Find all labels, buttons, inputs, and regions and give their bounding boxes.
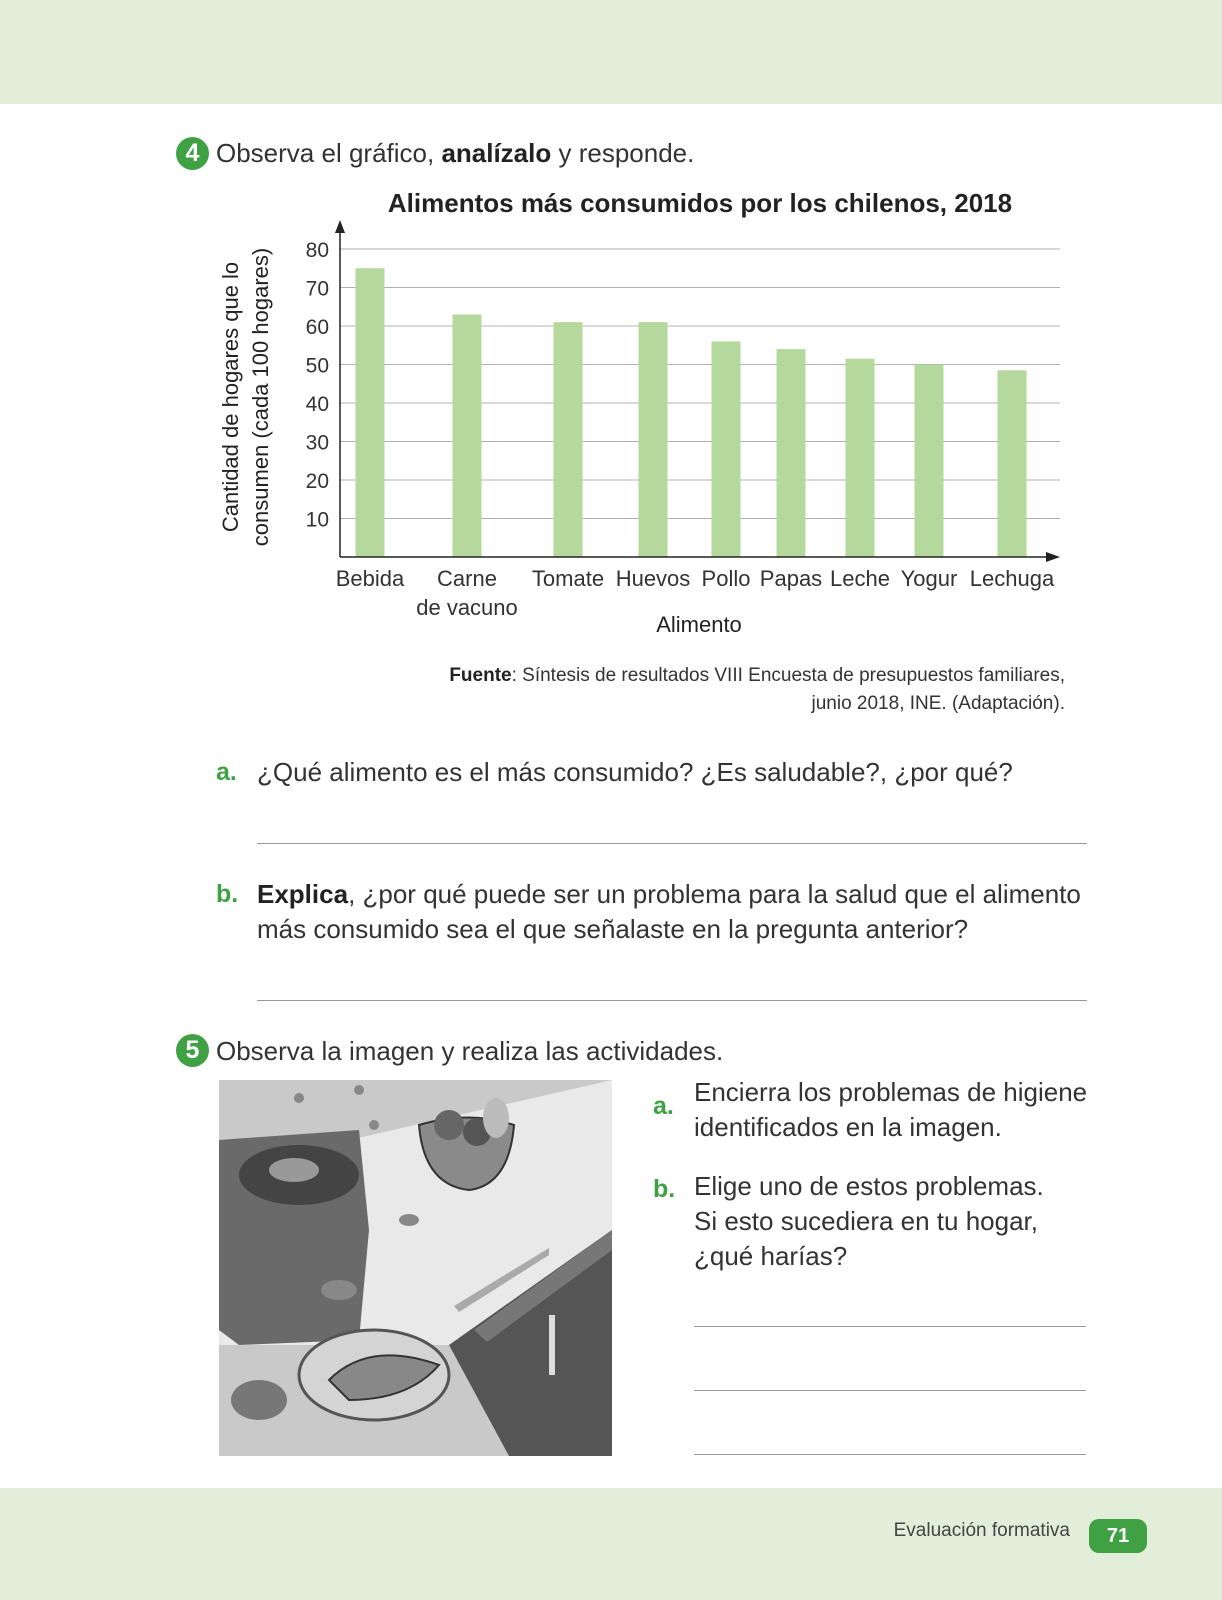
x-tick-label: Pollo bbox=[701, 566, 751, 591]
y-tick-label: 20 bbox=[305, 470, 329, 493]
page-number: 71 bbox=[1089, 1519, 1147, 1553]
x-tick-label: Leche bbox=[830, 566, 890, 591]
y-axis-title-line2: consumen (cada 100 hogares) bbox=[248, 247, 273, 547]
y-tick-label: 10 bbox=[305, 508, 329, 532]
y-tick-labels bbox=[306, 239, 329, 532]
item-letter: b. bbox=[216, 880, 239, 908]
bar-chart bbox=[0, 0, 1222, 660]
bar bbox=[356, 268, 385, 557]
bar bbox=[998, 370, 1027, 557]
bar bbox=[915, 365, 944, 558]
y-tick-label: 30 bbox=[305, 431, 329, 455]
answer-line[interactable] bbox=[694, 1390, 1086, 1391]
x-tick-label: Yogur bbox=[900, 566, 958, 591]
y-axis-title-line1: Cantidad de hogares que lo bbox=[218, 261, 243, 533]
y-tick-label: 80 bbox=[305, 239, 329, 262]
question-5b-text: Elige uno de estos problemas. Si esto sucediera en tu hogar, ¿qué harías? bbox=[694, 1171, 1044, 1271]
chart-axes bbox=[335, 220, 1060, 562]
x-tick-label: de vacuno bbox=[416, 595, 518, 620]
chart-title: Alimentos más consumidos por los chilenos, 2018 bbox=[387, 188, 1013, 218]
question-number-badge: 4 bbox=[176, 137, 209, 170]
x-axis-title: Alimento bbox=[656, 612, 742, 637]
question-5a-text: Encierra los problemas de higiene identificados en la imagen. bbox=[694, 1077, 1088, 1142]
x-tick-label: Lechuga bbox=[969, 566, 1055, 591]
y-tick-label: 50 bbox=[305, 354, 329, 378]
question-4b-text: Explica, ¿por qué puede ser un problema para la salud que el alimento más consumido sea el que señalaste en la pregunta anterior? bbox=[257, 879, 1081, 944]
bar bbox=[639, 322, 668, 557]
answer-line[interactable] bbox=[694, 1454, 1086, 1455]
item-letter: a. bbox=[216, 758, 237, 786]
y-tick-label: 60 bbox=[305, 316, 329, 339]
x-tick-label: Huevos bbox=[615, 566, 691, 591]
bar bbox=[777, 349, 806, 557]
question-4a-text: ¿Qué alimento es el más consumido? ¿Es saludable?, ¿por qué? bbox=[257, 757, 1013, 787]
source-label: Fuente bbox=[449, 665, 512, 686]
question-number-badge: 5 bbox=[176, 1034, 209, 1067]
y-tick-label: 70 bbox=[305, 277, 329, 301]
footer-section-title: Evaluación formativa bbox=[893, 1520, 1070, 1541]
answer-line[interactable] bbox=[257, 1000, 1087, 1001]
emphasis-text: analízalo bbox=[441, 138, 552, 168]
bar bbox=[453, 314, 482, 557]
x-axis-arrow bbox=[1046, 552, 1060, 562]
chart-bars bbox=[356, 268, 1027, 557]
bar bbox=[846, 359, 875, 557]
x-tick-label: Tomate bbox=[531, 566, 605, 591]
question-4-prompt: Observa el gráfico, analízalo y responde. bbox=[216, 138, 695, 168]
question-5-prompt: Observa la imagen y realiza las actividades. bbox=[216, 1036, 724, 1066]
chart-gridlines bbox=[340, 249, 1060, 519]
answer-line[interactable] bbox=[257, 843, 1087, 844]
y-axis-arrow bbox=[335, 220, 345, 233]
item-letter: b. bbox=[653, 1175, 676, 1203]
bottom-band bbox=[0, 1488, 1222, 1600]
y-tick-label: 40 bbox=[305, 393, 329, 416]
answer-line[interactable] bbox=[694, 1326, 1086, 1327]
bar bbox=[712, 341, 741, 557]
x-tick-label: Papas bbox=[759, 566, 823, 591]
item-letter: a. bbox=[653, 1092, 674, 1120]
x-tick-label: Bebida bbox=[335, 566, 405, 591]
x-tick-label: Carne bbox=[437, 566, 497, 591]
kitchen-hygiene-illustration bbox=[219, 1080, 612, 1456]
bar bbox=[554, 322, 583, 557]
chart-source: Fuente: Síntesis de resultados VIII Encuesta de presupuestos familiares, junio 2018, INE. (Adaptación). bbox=[449, 665, 1065, 714]
emphasis-text: Explica bbox=[257, 879, 349, 909]
